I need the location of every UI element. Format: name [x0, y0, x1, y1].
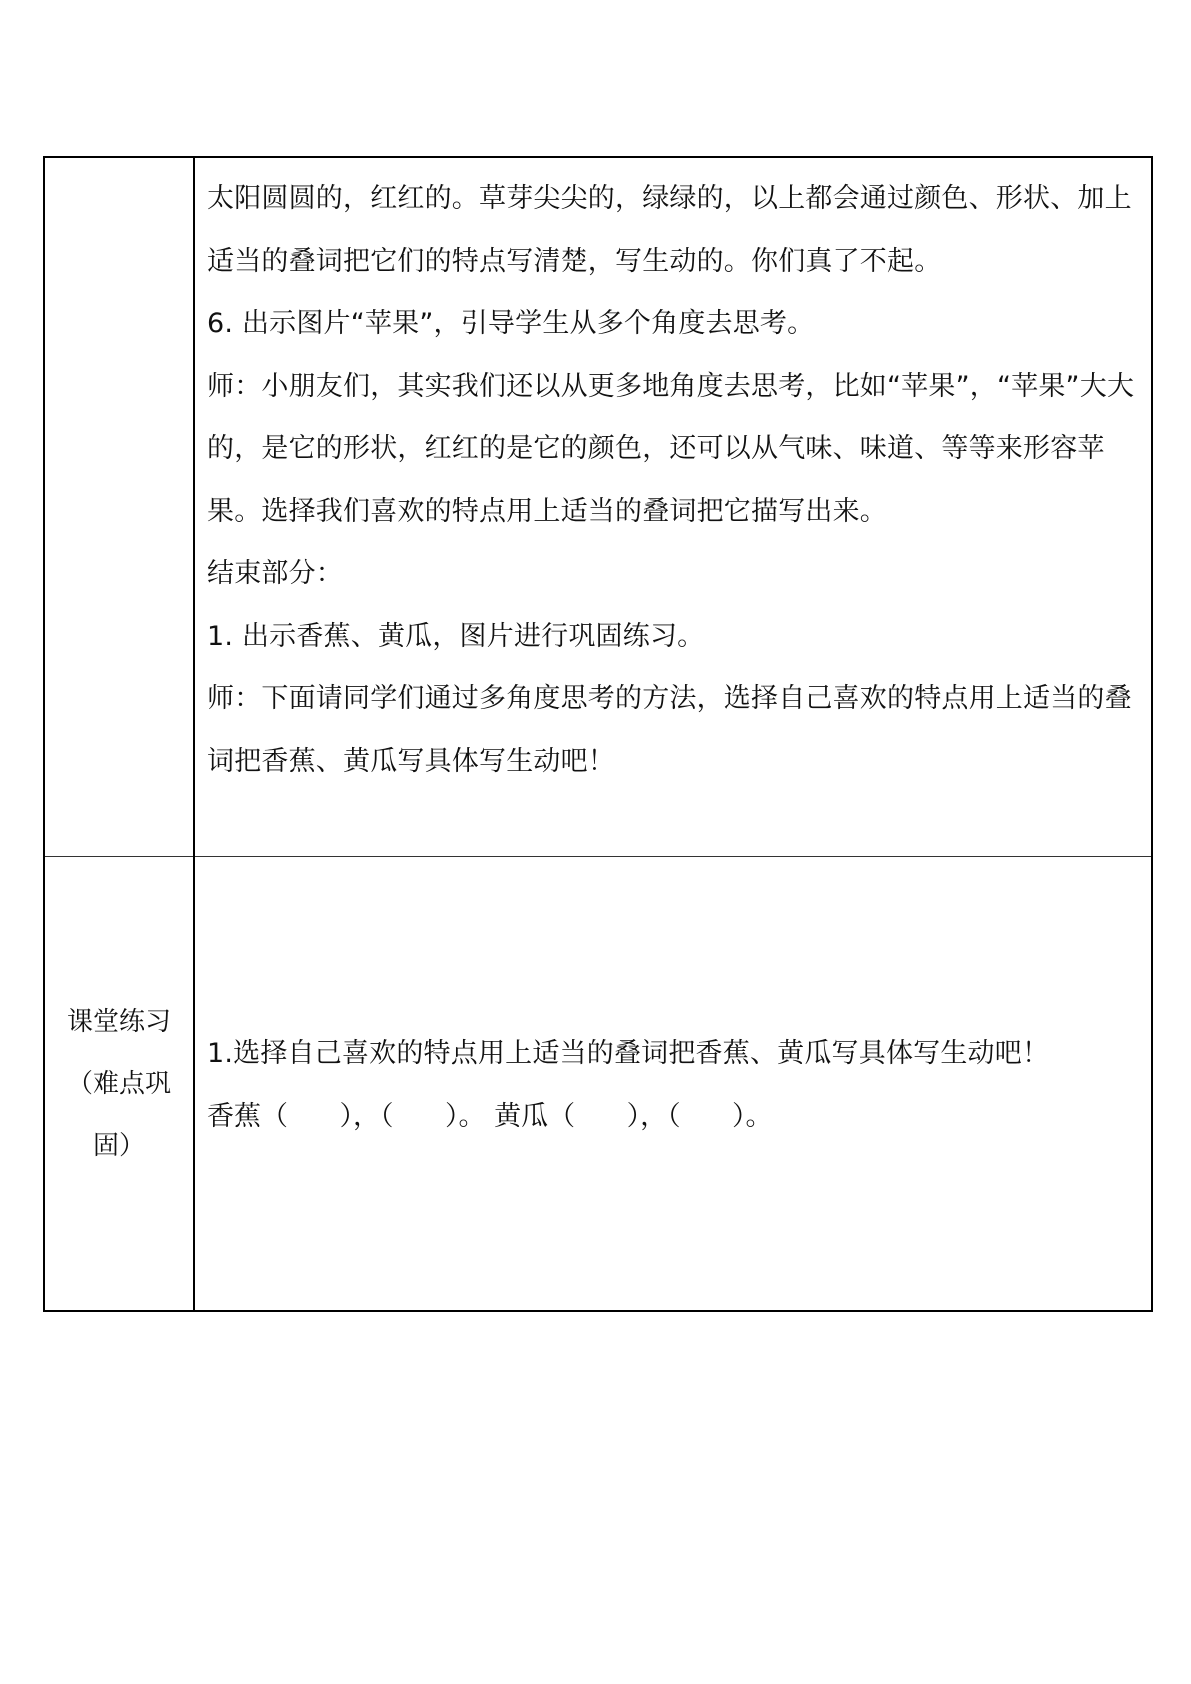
lesson-plan-table: [43, 156, 1153, 1312]
practice-block: [207, 1023, 1139, 1148]
process-paragraph: 太阳圆圆的，红红的。草芽尖尖的，绿绿的，以上都会通过颜色、形状、加上适当的叠词把它们的特点写清楚，写生动的。你们真了不起。: [207, 183, 1132, 277]
practice-label: 课堂练习（难点巩固）: [66, 1006, 171, 1161]
process-content-cell: [194, 157, 1152, 857]
practice-row: [44, 857, 1152, 1312]
process-paragraph: 1. 出示香蕉、黄瓜，图片进行巩固练习。: [207, 620, 705, 652]
practice-task: 1.选择自己喜欢的特点用上适当的叠词把香蕉、黄瓜写具体写生动吧！: [207, 1038, 1050, 1070]
practice-blanks: 香蕉（ ），（ ）。 黄瓜（ ），（ ）。: [207, 1100, 773, 1132]
process-label-cell: [44, 157, 194, 857]
teaching-process-row: [44, 157, 1152, 857]
practice-content-cell: [194, 857, 1152, 1312]
process-paragraph: 师：下面请同学们通过多角度思考的方法，选择自己喜欢的特点用上适当的叠词把香蕉、黄瓜写具体写生动吧！: [207, 683, 1132, 777]
practice-label-cell: [44, 857, 194, 1312]
process-paragraph: 6. 出示图片“苹果”，引导学生从多个角度去思考。: [207, 308, 815, 339]
process-paragraph: 结束部分：: [207, 558, 343, 589]
process-paragraph: 师：小朋友们，其实我们还以从更多地角度去思考，比如“苹果”，“苹果”大大的，是它的形状，红红的是它的颜色，还可以从气味、味道、等等来形容苹果。选择我们喜欢的特点用上适当的叠词把它描写出来。: [207, 370, 1135, 527]
